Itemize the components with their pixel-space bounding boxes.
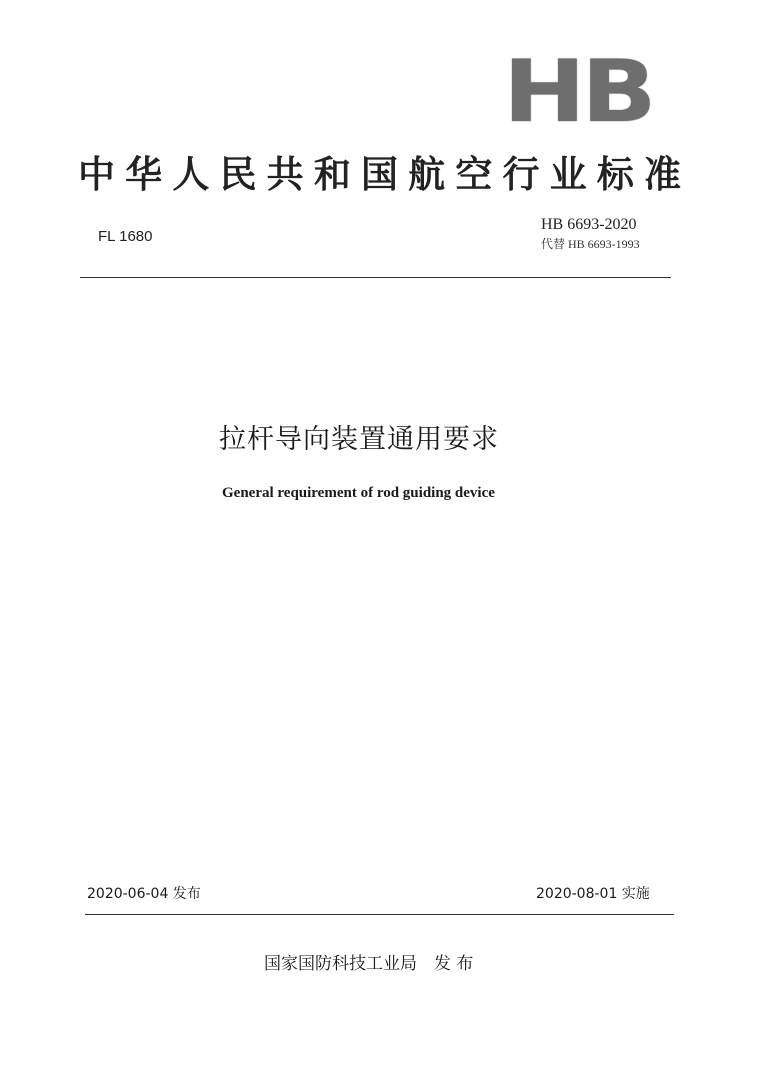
document-title-english: General requirement of rod guiding device xyxy=(222,485,495,501)
footer-divider xyxy=(85,914,674,915)
standard-category-title: 中华人民共和国航空行业标准 xyxy=(78,153,682,196)
publisher: 国家国防科技工业局 发 布 xyxy=(264,954,474,974)
replaces-standard: 代替 HB 6693-1993 xyxy=(541,237,640,251)
implementation-date: 2020-08-01 实施 xyxy=(536,886,650,902)
document-title-chinese: 拉杆导向装置通用要求 xyxy=(219,424,499,455)
issue-date: 2020-06-04 发布 xyxy=(87,886,201,902)
standard-number: HB 6693-2020 xyxy=(541,216,637,233)
hb-logo: HB xyxy=(503,42,652,142)
classification-code: FL 1680 xyxy=(98,228,153,245)
header-divider xyxy=(80,277,671,278)
